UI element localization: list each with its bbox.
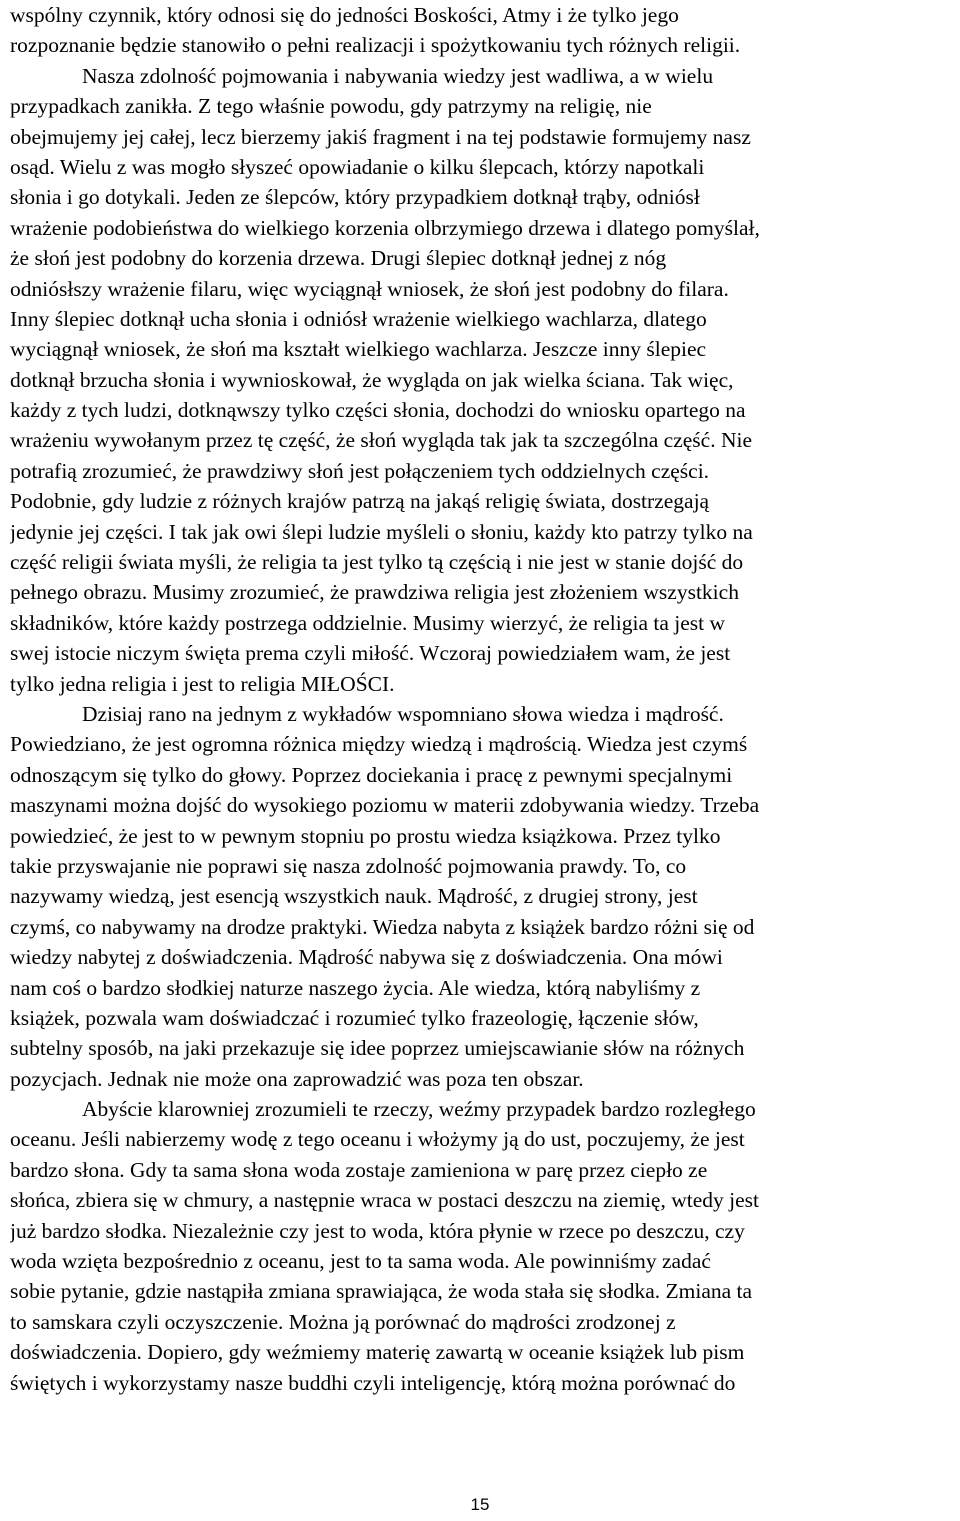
text-line: część religii świata myśli, że religia ta jest tylko tą częścią i nie jest w stanie dojść do	[10, 550, 744, 575]
text-line: odnoszącym się tylko do głowy. Poprzez dociekania i pracę z pewnymi specjalnymi	[10, 762, 733, 787]
text-line: nam coś o bardzo słodkiej naturze naszego życia. Ale wiedza, którą nabyliśmy z	[10, 975, 701, 1000]
text-line: słonia i go dotykali. Jeden ze ślepców, który przypadkiem dotknął trąby, odniósł	[10, 185, 700, 210]
text-line: Nasza zdolność pojmowania i nabywania wiedzy jest wadliwa, a w wielu	[82, 63, 714, 88]
text-line: to samskara czyli oczyszczenie. Można ją porównać do mądrości zrodzonej z	[10, 1309, 676, 1334]
body-text	[10, 0, 950, 1398]
text-line: bardzo słona. Gdy ta sama słona woda zostaje zamieniona w parę przez ciepło ze	[10, 1157, 708, 1182]
text-line: wyciągnął wniosek, że słoń ma kształt wielkiego wachlarza. Jeszcze inny ślepiec	[10, 337, 707, 362]
text-line: takie przyswajanie nie poprawi się nasza zdolność pojmowania prawdy. To, co	[10, 853, 687, 878]
text-line: wrażenie podobieństwa do wielkiego korzenia olbrzymiego drzewa i dlatego pomyślał,	[10, 215, 760, 240]
text-line: dotknął brzucha słonia i wywnioskował, że wygląda on jak wielka ściana. Tak więc,	[10, 367, 734, 392]
text-line: oceanu. Jeśli nabierzemy wodę z tego oceanu i włożymy ją do ust, poczujemy, że jest	[10, 1127, 745, 1152]
text-line: odniósłszy wrażenie filaru, więc wyciągnął wniosek, że słoń jest podobny do filara.	[10, 276, 729, 301]
text-line: pełnego obrazu. Musimy zrozumieć, że prawdziwa religia jest złożeniem wszystkich	[10, 580, 739, 605]
text-line: doświadczenia. Dopiero, gdy weźmiemy materię zawartą w oceanie książek lub pism	[10, 1340, 745, 1365]
text-line: przypadkach zanikła. Z tego właśnie powodu, gdy patrzymy na religię, nie	[10, 94, 652, 119]
text-line: potrafią zrozumieć, że prawdziwy słoń jest połączeniem tych oddzielnych części.	[10, 458, 710, 483]
text-line: książek, pozwala wam doświadczać i rozumieć tylko frazeologię, łączenie słów,	[10, 1005, 699, 1030]
text-line: składników, które każdy postrzega oddzielnie. Musimy wierzyć, że religia ta jest w	[10, 610, 726, 635]
text-line: wspólny czynnik, który odnosi się do jedności Boskości, Atmy i że tylko jego	[10, 3, 679, 27]
text-line: świętych i wykorzystamy nasze buddhi czyli inteligencję, którą można porównać do	[10, 1370, 736, 1395]
text-line: woda wzięta bezpośrednio z oceanu, jest to ta sama woda. Ale powinniśmy zadać	[10, 1249, 711, 1274]
text-line: słońca, zbiera się w chmury, a następnie wraca w postaci deszczu na ziemię, wtedy jest	[10, 1188, 760, 1213]
text-line: już bardzo słodka. Niezależnie czy jest to woda, która płynie w rzece po deszczu, czy	[10, 1218, 745, 1243]
text-line: osąd. Wielu z was mogło słyszeć opowiadanie o kilku ślepcach, którzy napotkali	[10, 154, 705, 179]
text-line: Inny ślepiec dotknął ucha słonia i odniósł wrażenie wielkiego wachlarza, dlatego	[10, 306, 707, 331]
text-line: Podobnie, gdy ludzie z różnych krajów patrzą na jakąś religię świata, dostrzegają	[10, 489, 710, 514]
text-line: subtelny sposób, na jaki przekazuje się idee poprzez umiejscawianie słów na różnych	[10, 1036, 745, 1061]
text-line: każdy z tych ludzi, dotknąwszy tylko części słonia, dochodzi do wniosku opartego na	[10, 398, 746, 423]
text-line: sobie pytanie, gdzie nastąpiła zmiana sprawiająca, że woda stała się słodka. Zmiana ta	[10, 1279, 753, 1304]
text-line: obejmujemy jej całej, lecz bierzemy jakiś fragment i na tej podstawie formujemy nasz	[10, 124, 751, 149]
text-line: wrażeniu wywołanym przez tę część, że słoń wygląda tak jak ta szczególna część. Nie	[10, 428, 752, 453]
text-line: nazywamy wiedzą, jest esencją wszystkich nauk. Mądrość, z drugiej strony, jest	[10, 884, 698, 909]
text-line: że słoń jest podobny do korzenia drzewa. Drugi ślepiec dotknął jednej z nóg	[10, 246, 667, 271]
text-line: wiedzy nabytej z doświadczenia. Mądrość nabywa się z doświadczenia. Ona mówi	[10, 945, 723, 970]
text-line: jedynie jej części. I tak jak owi ślepi ludzie myśleli o słoniu, każdy kto patrzy tylko na	[10, 519, 753, 544]
page-number: 15	[470, 1495, 490, 1514]
text-line: powiedzieć, że jest to w pewnym stopniu po prostu wiedza książkowa. Przez tylko	[10, 823, 721, 848]
text-line: Dzisiaj rano na jednym z wykładów wspomniano słowa wiedza i mądrość.	[82, 701, 724, 726]
text-line: Abyście klarowniej zrozumieli te rzeczy, weźmy przypadek bardzo rozległego	[82, 1097, 756, 1122]
text-line: tylko jedna religia i jest to religia MIŁOŚCI.	[10, 671, 395, 696]
text-line: maszynami można dojść do wysokiego poziomu w materii zdobywania wiedzy. Trzeba	[10, 793, 760, 818]
text-line: rozpoznanie będzie stanowiło o pełni realizacji i spożytkowaniu tych różnych religii.	[10, 33, 741, 58]
text-line: czymś, co nabywamy na drodze praktyki. Wiedza nabyta z książek bardzo różni się od	[10, 914, 755, 939]
text-line: pozycjach. Jednak nie może ona zaprowadzić was poza ten obszar.	[10, 1066, 584, 1091]
text-line: swej istocie niczym święta prema czyli miłość. Wczoraj powiedziałem wam, że jest	[10, 641, 731, 666]
text-line: Powiedziano, że jest ogromna różnica między wiedzą i mądrością. Wiedza jest czymś	[10, 732, 748, 757]
